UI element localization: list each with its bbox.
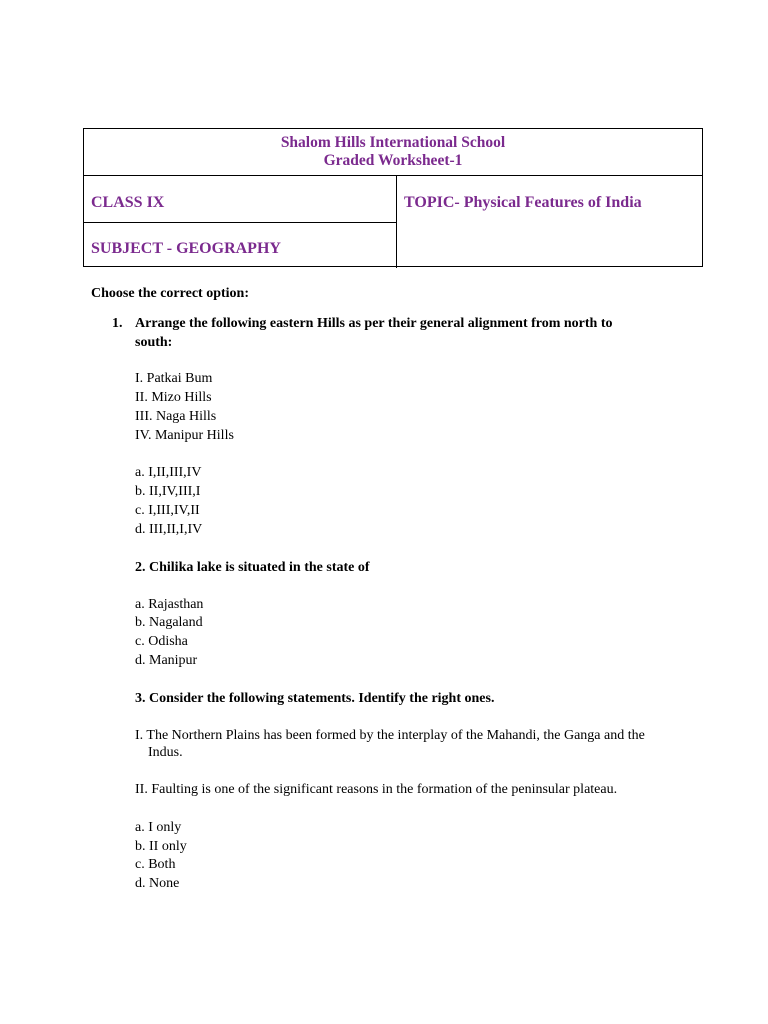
- table-divider-horizontal: [84, 222, 396, 223]
- q1-item: II. Mizo Hills: [135, 390, 212, 405]
- q3-option-c: c. Both: [135, 857, 176, 872]
- q1-option-d: d. III,II,I,IV: [135, 522, 203, 537]
- q3-statement2: II. Faulting is one of the significant reasons in the formation of the peninsular plateau.: [135, 782, 618, 797]
- header-table: [83, 128, 703, 267]
- q3-statement1-line2: Indus.: [148, 745, 183, 760]
- q3-text: 3. Consider the following statements. Identify the right ones.: [135, 691, 495, 706]
- q3-option-b: b. II only: [135, 839, 187, 854]
- q3-statement1-line1: I. The Northern Plains has been formed by the interplay of the Mahandi, the Ganga and the: [135, 728, 645, 743]
- q2-text: 2. Chilika lake is situated in the state of: [135, 560, 370, 575]
- worksheet-title: Graded Worksheet-1: [323, 152, 463, 169]
- header-title-cell: [84, 129, 702, 176]
- q3-option-d: d. None: [135, 876, 180, 891]
- q1-option-a: a. I,II,III,IV: [135, 465, 202, 480]
- q1-option-c: c. I,III,IV,II: [135, 503, 200, 518]
- q1-item: III. Naga Hills: [135, 409, 217, 424]
- q2-option-b: b. Nagaland: [135, 615, 203, 630]
- q2-option-d: d. Manipur: [135, 653, 198, 668]
- school-name: Shalom Hills International School: [280, 134, 506, 151]
- topic-label: TOPIC- Physical Features of India: [404, 194, 642, 211]
- q2-option-a: a. Rajasthan: [135, 597, 204, 612]
- q1-text-line2: south:: [135, 335, 173, 350]
- q1-option-b: b. II,IV,III,I: [135, 484, 201, 499]
- table-divider-vertical: [396, 176, 397, 268]
- q1-item: IV. Manipur Hills: [135, 428, 234, 443]
- q1-item: I. Patkai Bum: [135, 371, 213, 386]
- subject-label: SUBJECT - GEOGRAPHY: [91, 240, 281, 257]
- q1-text-line1: Arrange the following eastern Hills as per their general alignment from north to: [135, 316, 613, 331]
- class-label: CLASS IX: [91, 194, 165, 211]
- q3-option-a: a. I only: [135, 820, 182, 835]
- instruction: Choose the correct option:: [91, 286, 249, 301]
- q1-number: 1.: [112, 316, 123, 331]
- q2-option-c: c. Odisha: [135, 634, 188, 649]
